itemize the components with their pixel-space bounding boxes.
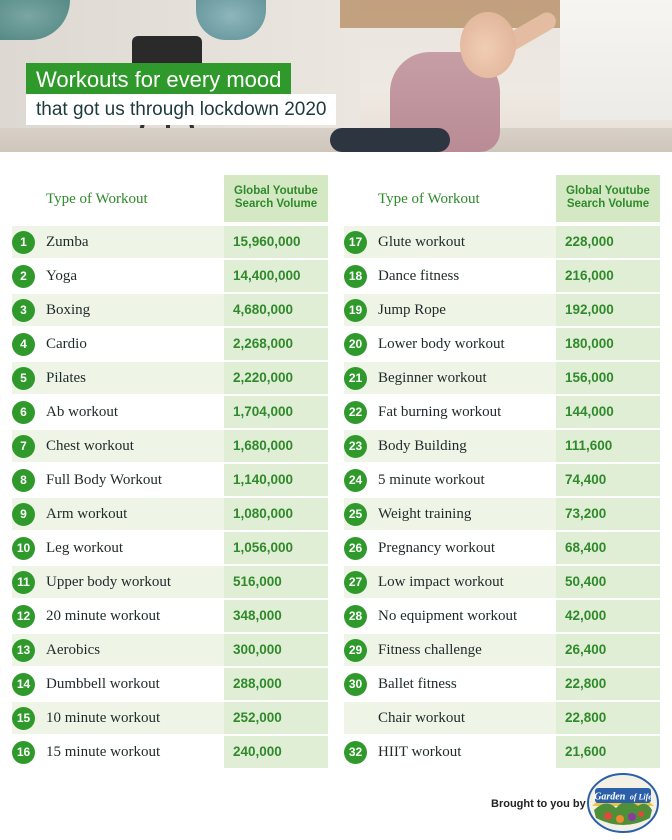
workout-name: Body Building: [378, 438, 467, 454]
search-volume: 156,000: [556, 362, 660, 394]
workout-name: Lower body workout: [378, 336, 505, 352]
workout-name: Fitness challenge: [378, 642, 482, 658]
table-row: [12, 736, 328, 768]
table-row: [344, 226, 660, 258]
rank-badge: 32: [344, 741, 367, 764]
workout-name: Jump Rope: [378, 302, 446, 318]
search-volume: 1,080,000: [224, 498, 328, 530]
search-volume: 1,680,000: [224, 430, 328, 462]
search-volume: 111,600: [556, 430, 660, 462]
workout-name: No equipment workout: [378, 608, 518, 624]
table-row: [12, 634, 328, 666]
rank-badge: 7: [12, 435, 35, 458]
rank-badge: 5: [12, 367, 35, 390]
table-row: [344, 702, 660, 734]
table-row: [344, 260, 660, 292]
search-volume: 216,000: [556, 260, 660, 292]
search-volume: 348,000: [224, 600, 328, 632]
table-row: [12, 260, 328, 292]
workout-name: Dumbbell workout: [46, 676, 160, 692]
search-volume: 26,400: [556, 634, 660, 666]
rank-badge: 24: [344, 469, 367, 492]
rank-badge: 20: [344, 333, 367, 356]
search-volume: 14,400,000: [224, 260, 328, 292]
column-header-volume: [224, 175, 328, 222]
rank-badge: 2: [12, 265, 35, 288]
rank-badge: 19: [344, 299, 367, 322]
rank-badge: 25: [344, 503, 367, 526]
rank-badge: 26: [344, 537, 367, 560]
garden-of-life-logo: [586, 772, 660, 834]
rank-badge: 18: [344, 265, 367, 288]
workout-name: Cardio: [46, 336, 87, 352]
workout-name: Zumba: [46, 234, 89, 250]
rank-badge: 14: [12, 673, 35, 696]
workout-name: Yoga: [46, 268, 77, 284]
workout-name: 5 minute workout: [378, 472, 485, 488]
rank-badge: 15: [12, 707, 35, 730]
search-volume: 15,960,000: [224, 226, 328, 258]
logo-text-of-life: of Life: [629, 792, 652, 802]
table-row: [12, 396, 328, 428]
table-row: [344, 328, 660, 360]
search-volume: 288,000: [224, 668, 328, 700]
rank-badge: 28: [344, 605, 367, 628]
column-header-type: Type of Workout: [46, 191, 148, 207]
search-volume: 180,000: [556, 328, 660, 360]
workout-name: Ab workout: [46, 404, 119, 420]
table-row: [344, 566, 660, 598]
page-title: Workouts for every mood: [26, 63, 291, 96]
table-row: [12, 532, 328, 564]
workout-name: Boxing: [46, 302, 91, 318]
rank-badge: 4: [12, 333, 35, 356]
search-volume: 240,000: [224, 736, 328, 768]
search-volume: 1,056,000: [224, 532, 328, 564]
search-volume: 73,200: [556, 498, 660, 530]
search-volume: 144,000: [556, 396, 660, 428]
table-row: [12, 668, 328, 700]
table-body: [344, 226, 660, 768]
workout-name: Beginner workout: [378, 370, 487, 386]
rank-badge: 12: [12, 605, 35, 628]
brought-to-you-by: Brought to you by: [491, 798, 586, 810]
table-row: [344, 362, 660, 394]
search-volume: 22,800: [556, 668, 660, 700]
rank-badge: 17: [344, 231, 367, 254]
table-row: [12, 328, 328, 360]
search-volume: 22,800: [556, 702, 660, 734]
search-volume: 50,400: [556, 566, 660, 598]
workout-name: Pilates: [46, 370, 86, 386]
search-volume: 1,140,000: [224, 464, 328, 496]
workout-name: Chest workout: [46, 438, 134, 454]
table-row: [344, 430, 660, 462]
search-volume: 300,000: [224, 634, 328, 666]
workout-table-left: [12, 175, 328, 770]
rank-badge: 23: [344, 435, 367, 458]
rank-badge: 9: [12, 503, 35, 526]
workout-name: Leg workout: [46, 540, 124, 556]
workout-name: Pregnancy workout: [378, 540, 496, 556]
search-volume: 252,000: [224, 702, 328, 734]
workout-table-right: [344, 175, 660, 770]
rank-badge: 8: [12, 469, 35, 492]
workout-name: Weight training: [378, 506, 472, 522]
search-volume: 68,400: [556, 532, 660, 564]
table-row: [12, 498, 328, 530]
rank-badge: 27: [344, 571, 367, 594]
workout-name: 10 minute workout: [46, 710, 161, 726]
table-row: [344, 498, 660, 530]
table-row: [12, 566, 328, 598]
logo-text-garden: Garden: [594, 791, 626, 803]
workout-name: Arm workout: [46, 506, 128, 522]
workout-name: 20 minute workout: [46, 608, 161, 624]
rank-badge: 11: [12, 571, 35, 594]
rank-badge: 13: [12, 639, 35, 662]
column-header-type: Type of Workout: [378, 191, 480, 207]
workout-name: Ballet fitness: [378, 676, 457, 692]
search-volume: 42,000: [556, 600, 660, 632]
rank-badge: 6: [12, 401, 35, 424]
rank-badge: 22: [344, 401, 367, 424]
rank-badge: 16: [12, 741, 35, 764]
table-row: [12, 702, 328, 734]
table-row: [344, 736, 660, 768]
table-row: [12, 430, 328, 462]
table-row: [344, 396, 660, 428]
table-row: [344, 532, 660, 564]
column-header-volume: [556, 175, 660, 222]
workout-name: Full Body Workout: [46, 472, 163, 488]
search-volume: 2,268,000: [224, 328, 328, 360]
table-row: [12, 600, 328, 632]
table-header: [12, 175, 328, 222]
search-volume: 4,680,000: [224, 294, 328, 326]
workout-name: Aerobics: [46, 642, 101, 658]
search-volume: 516,000: [224, 566, 328, 598]
workout-name: Glute workout: [378, 234, 466, 250]
search-volume: 1,704,000: [224, 396, 328, 428]
table-row: [12, 362, 328, 394]
workout-name: Dance fitness: [378, 268, 460, 284]
table-row: [344, 634, 660, 666]
table-row: [344, 600, 660, 632]
table-body: [12, 226, 328, 768]
woman-exercising-image: [330, 8, 550, 152]
column-header-volume-text: Global Youtube Search Volume: [566, 185, 650, 210]
workout-name: Chair workout: [378, 710, 466, 726]
search-volume: 21,600: [556, 736, 660, 768]
search-volume: 228,000: [556, 226, 660, 258]
table-header: [344, 175, 660, 222]
workout-name: HIIT workout: [378, 744, 462, 760]
search-volume: 2,220,000: [224, 362, 328, 394]
table-row: [344, 294, 660, 326]
rank-badge: 10: [12, 537, 35, 560]
rank-badge: 30: [344, 673, 367, 696]
table-row: [12, 464, 328, 496]
table-row: [344, 464, 660, 496]
search-volume: 192,000: [556, 294, 660, 326]
table-row: [344, 668, 660, 700]
table-row: [12, 294, 328, 326]
svg-text:Garden of Life: [594, 792, 652, 803]
rank-badge: 3: [12, 299, 35, 322]
workout-name: Upper body workout: [46, 574, 171, 590]
rank-badge: 29: [344, 639, 367, 662]
table-row: [12, 226, 328, 258]
page-subtitle: that got us through lockdown 2020: [26, 94, 336, 125]
column-header-volume-text: Global Youtube Search Volume: [234, 185, 318, 210]
rank-badge: 1: [12, 231, 35, 254]
rank-badge: 21: [344, 367, 367, 390]
workout-name: Low impact workout: [378, 574, 504, 590]
workout-name: 15 minute workout: [46, 744, 161, 760]
search-volume: 74,400: [556, 464, 660, 496]
workout-name: Fat burning workout: [378, 404, 502, 420]
